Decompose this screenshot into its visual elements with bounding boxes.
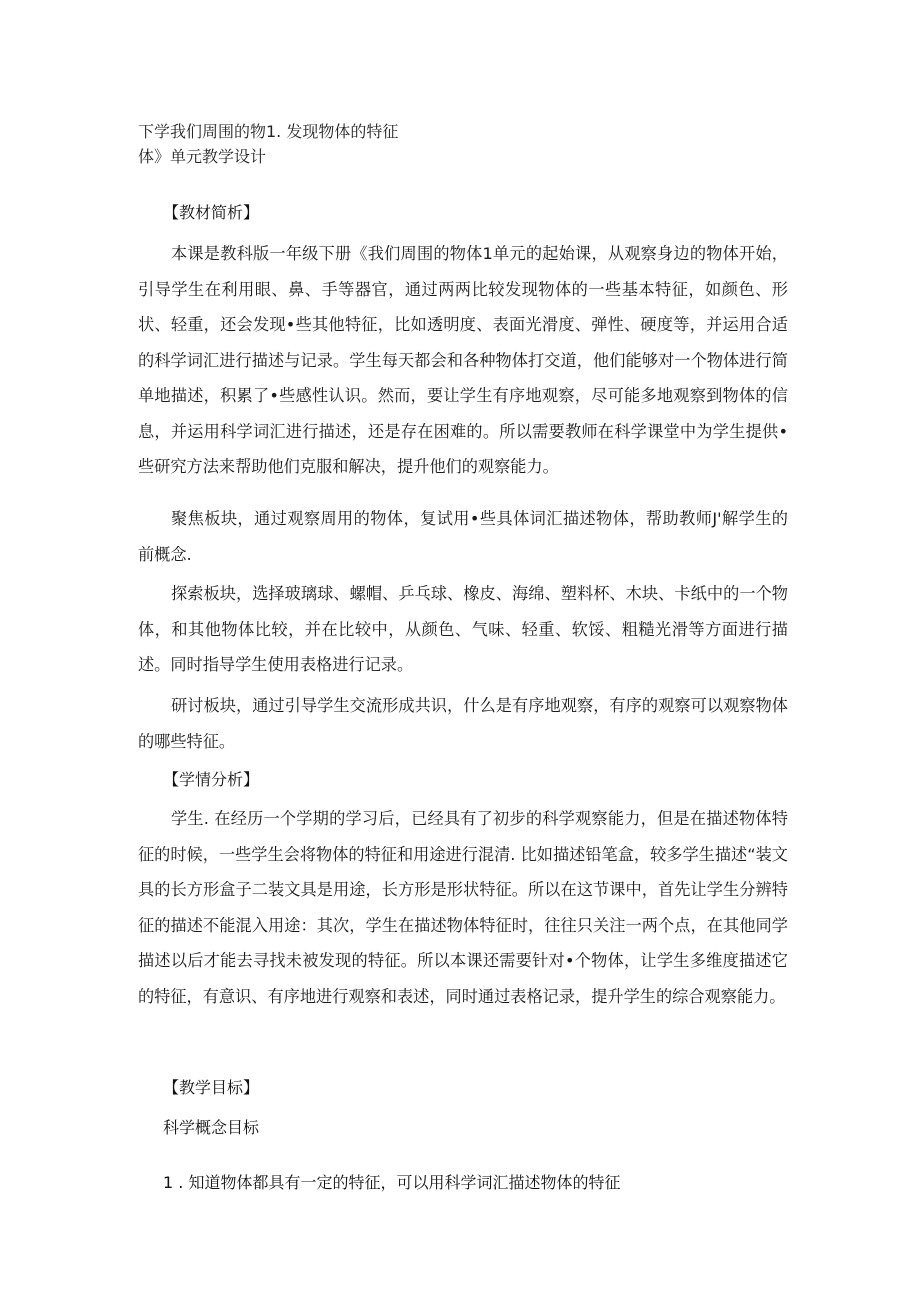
section-heading-teaching-goals: 【教学目标】 xyxy=(163,1078,260,1097)
document-title-line-1: 下学我们周围的物1. 发现物体的特征 xyxy=(138,122,399,141)
paragraph-discussion-section: 研讨板块，通过引导学生交流形成共识，什么是有序地观察，有序的观察可以观察物体的哪些特征。 xyxy=(138,696,788,751)
paragraph-student-analysis: 学生. 在经历一个学期的学习后，已经具有了初步的科学观察能力，但是在描述物体特征的时候，一些学生会将物体的特征和用途进行混清. 比如描述铅笔盒，较多学生描述“装文具的长方形盒子二装文具是用途，长方形是形状特征。所以在这节课中，首先让学生分辨特征的描述不能混入用途：其次，学生在描述物体特征时，往往只关注一两个点，在其他同学描述以后才能去寻找未被发现的特征。所以本课还需要针对•个物体，让学生多维度描述它的特征，有意识、有序地进行观察和表述，同时通过表格记录，提升学生的综合观察能力。 xyxy=(138,809,788,1006)
paragraph-explore-section: 探索板块，选择玻璃球、螺帽、乒乓球、橡皮、海绵、塑料杯、木块、卡纸中的一个物体，和其他物体比较，并在比较中，从颜色、气味、轻重、软馁、粗糙光滑等方面进行描述。同时指导学生使用表格进行记录。 xyxy=(138,584,788,674)
section-heading-textbook-analysis: 【教材简析】 xyxy=(163,203,260,222)
paragraph-focus-section: 聚焦板块，通过观察周用的物体，复试用•些具体词汇描述物体，帮助教师J'解学生的前概念. xyxy=(138,509,788,564)
document-title-line-2: 体》单元教学设计 xyxy=(138,147,267,166)
paragraph-textbook-overview: 本课是教科版一年级下册《我们周围的物体1单元的起始课，从观察身边的物体开始，引导学生在利用眼、鼻、手等器官，通过两两比较发现物体的一些基本特征，如颜色、形状、轻重，还会发现•些其他特征，比如透明度、表面光滑度、弹性、硬度等，并运用合适的科学词汇进行描述与记录。学生每天都会和各种物体打交道，他们能够对一个物体进行简单地描述，积累了•些感性认识。然而，要让学生有序地观察，尽可能多地观察到物体的信息，并运用科学词汇进行描述，还是存在困难的。所以需要教师在科学课堂中为学生提供•些研究方法来帮助他们克服和解决，提升他们的观察能力。 xyxy=(138,244,788,476)
goal-list-item: 1 . 知道物体都具有一定的特征，可以用科学词汇描述物体的特征 xyxy=(163,1173,621,1192)
section-heading-student-analysis: 【学情分析】 xyxy=(163,770,260,789)
subheading-science-concept-goals: 科学概念目标 xyxy=(163,1118,260,1137)
